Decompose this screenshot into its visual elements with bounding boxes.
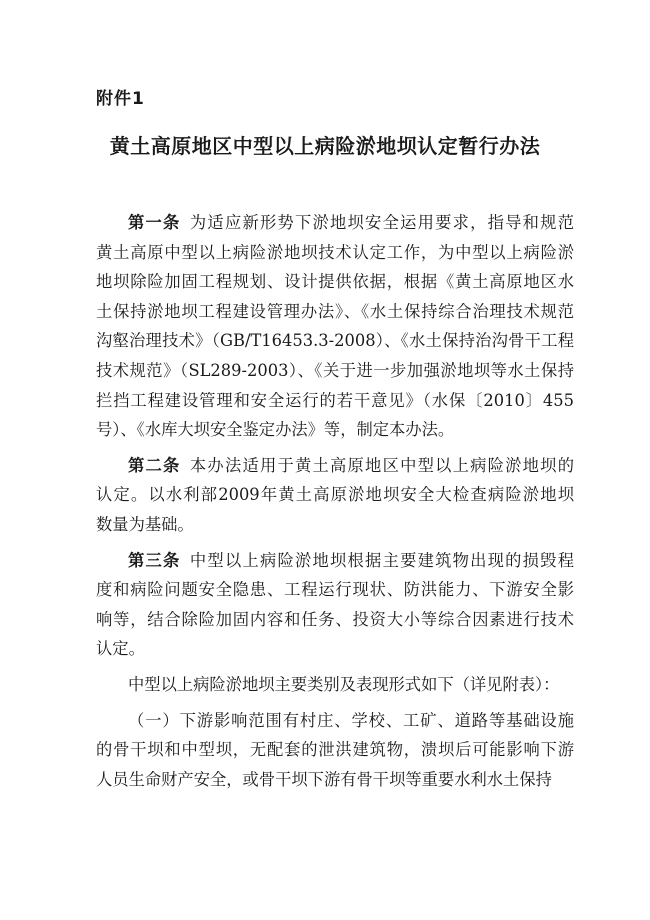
text-line xyxy=(96,510,574,540)
text-line xyxy=(96,575,574,605)
text-line xyxy=(96,765,574,795)
line-text: 响等，结合除险加固内容和任务、投资大小等综合因素进行技术 xyxy=(96,609,574,629)
text-line xyxy=(96,546,574,576)
text-line xyxy=(96,356,574,386)
line-text: 数量为基础。 xyxy=(96,514,194,534)
attachment-label: 附件1 xyxy=(96,89,145,109)
text-line xyxy=(96,670,574,700)
line-text: 拦挡工程建设管理和安全运行的若干意见》（水保〔2010〕455 xyxy=(96,390,574,410)
line-text: 认定。 xyxy=(96,639,145,659)
text-line xyxy=(96,208,574,238)
text-line xyxy=(96,634,574,664)
article-number: 第三条 xyxy=(128,550,181,570)
paragraph xyxy=(96,670,574,700)
paragraph xyxy=(96,208,574,445)
text-line xyxy=(96,605,574,635)
text-line xyxy=(96,451,574,481)
line-text: 人员生命财产安全，或骨干坝下游有骨干坝等重要水利水土保持 xyxy=(96,769,552,789)
text-line xyxy=(96,326,574,356)
text-line xyxy=(96,386,574,416)
line-text: 本办法适用于黄土高原地区中型以上病险淤地坝的 xyxy=(188,455,574,475)
text-line xyxy=(96,415,574,445)
line-text: 的骨干坝和中型坝，无配套的泄洪建筑物，溃坝后可能影响下游 xyxy=(96,740,574,760)
line-text: 中型以上病险淤地坝主要类别及表现形式如下（详见附表）： xyxy=(128,674,560,694)
line-text: （一）下游影响范围有村庄、学校、工矿、道路等基础设施 xyxy=(128,710,574,730)
line-text: 土保持淤地坝工程建设管理办法》、《水土保持综合治理技术规范 xyxy=(96,301,574,321)
line-text: 中型以上病险淤地坝根据主要建筑物出现的损毁程 xyxy=(188,550,574,570)
paragraph xyxy=(96,546,574,664)
text-line xyxy=(96,297,574,327)
line-text: 度和病险问题安全隐患、工程运行现状、防洪能力、下游安全影 xyxy=(96,580,574,600)
text-line xyxy=(96,267,574,297)
line-text: 地坝除险加固工程规划、设计提供依据，根据《黄土高原地区水 xyxy=(96,272,574,292)
article-number: 第二条 xyxy=(128,455,181,475)
document-title: 黄土高原地区中型以上病险淤地坝认定暂行办法 xyxy=(109,134,541,158)
text-line xyxy=(96,238,574,268)
line-text: 号）、《水库大坝安全鉴定办法》等，制定本办法。 xyxy=(96,420,455,440)
line-text: 黄土高原中型以上病险淤地坝技术认定工作，为中型以上病险淤 xyxy=(96,242,574,262)
line-text: 为适应新形势下淤地坝安全运用要求，指导和规范 xyxy=(188,213,574,232)
line-text: 技术规范》（SL289-2003）、《关于进一步加强淤地坝等水土保持 xyxy=(96,360,574,380)
text-line xyxy=(96,735,574,765)
text-line xyxy=(96,480,574,510)
paragraph xyxy=(96,451,574,540)
line-text: 认定。以水利部2009年黄土高原淤地坝安全大检查病险淤地坝 xyxy=(96,485,574,505)
article-number: 第一条 xyxy=(128,213,181,232)
document-body xyxy=(96,208,574,794)
line-text: 沟壑治理技术》（GB/T16453.3-2008）、《水土保持治沟骨干工程 xyxy=(96,331,574,351)
text-line xyxy=(96,706,574,736)
paragraph xyxy=(96,706,574,795)
